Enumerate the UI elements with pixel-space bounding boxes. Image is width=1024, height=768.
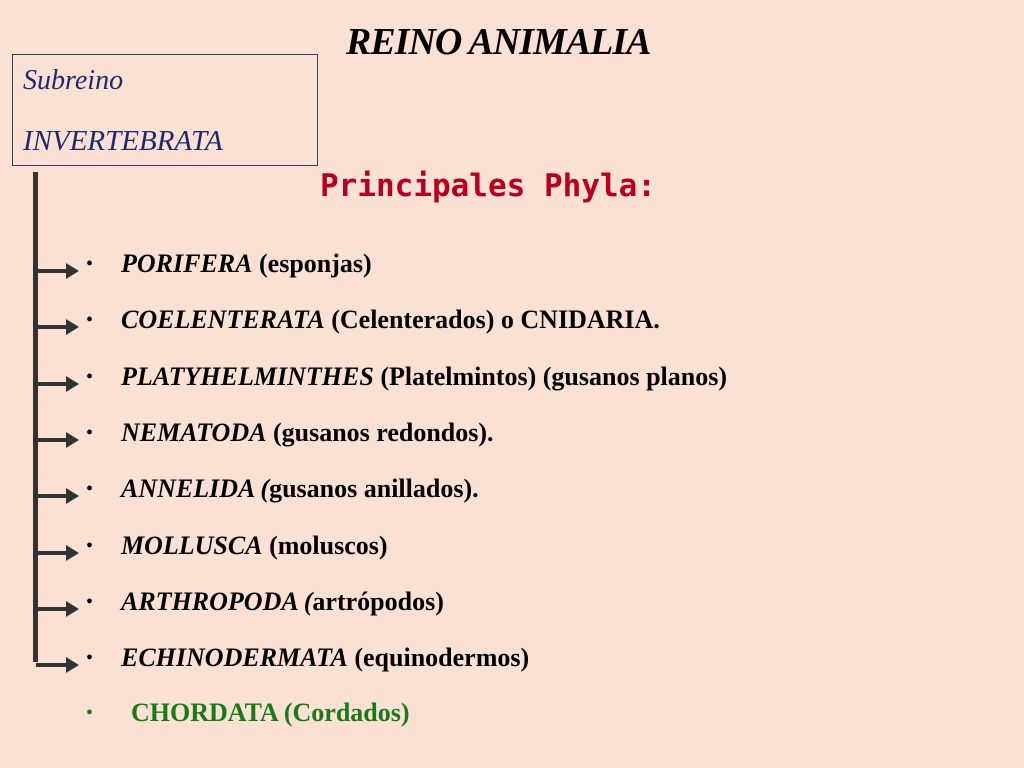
phylum-text — [121, 418, 494, 448]
phylum-common-name: artrópodos) — [312, 586, 444, 616]
right-arrow-icon — [36, 376, 80, 392]
phylum-text — [121, 362, 727, 392]
phylum-common-name: (Celenterados) o CNIDARIA. — [324, 305, 660, 335]
phylum-name: ARTHROPODA ( — [121, 586, 313, 616]
right-arrow-icon — [36, 432, 80, 448]
phylum-common-name: (equinodermos) — [347, 643, 530, 673]
list-item — [0, 531, 1000, 571]
list-item — [0, 418, 1000, 458]
phylum-name: MOLLUSCA — [121, 530, 263, 560]
bullet-icon: • — [86, 702, 94, 724]
phylum-name: COELENTERATA — [121, 305, 325, 335]
right-arrow-icon — [36, 319, 80, 335]
subreino-box — [12, 54, 318, 166]
phylum-common-name: (gusanos redondos). — [266, 417, 494, 447]
phylum-text — [121, 249, 372, 279]
phylum-name: ECHINODERMATA — [121, 643, 348, 673]
list-item-chordata — [0, 698, 1000, 738]
bullet-icon: • — [86, 421, 94, 444]
bullet-icon: • — [86, 478, 94, 501]
list-item — [0, 362, 1000, 402]
bullet-icon: • — [86, 534, 94, 557]
slide-subtitle: Principales Phyla: — [320, 168, 656, 204]
phylum-name: ANNELIDA ( — [121, 474, 270, 504]
chordata-text: CHORDATA (Cordados) — [131, 698, 410, 727]
phylum-text — [121, 305, 660, 335]
list-item — [0, 587, 1000, 627]
phylum-name: PLATYHELMINTHES — [121, 361, 374, 391]
list-item — [0, 643, 1000, 683]
phylum-text — [121, 643, 529, 673]
subreino-label: Subreino — [23, 65, 124, 96]
phylum-common-name: (esponjas) — [252, 249, 372, 278]
phylum-text — [121, 531, 388, 561]
right-arrow-icon — [36, 263, 80, 279]
list-item — [0, 305, 1000, 345]
phylum-name: PORIFERA — [121, 249, 253, 278]
right-arrow-icon — [36, 657, 80, 673]
bullet-icon: • — [86, 647, 94, 670]
bullet-icon: • — [86, 253, 94, 275]
phylum-text — [121, 474, 479, 504]
subreino-name: INVERTEBRATA — [23, 125, 223, 157]
list-item — [0, 474, 1000, 514]
bullet-icon: • — [86, 365, 94, 388]
slide-title: REINO ANIMALIA — [346, 21, 651, 63]
phylum-name: NEMATODA — [121, 417, 267, 447]
right-arrow-icon — [36, 545, 80, 561]
phylum-text — [121, 587, 444, 617]
phylum-common-name: (Platelmintos) (gusanos planos) — [373, 361, 728, 391]
bullet-icon: • — [86, 590, 94, 613]
phylum-common-name: (moluscos) — [262, 530, 388, 560]
right-arrow-icon — [36, 488, 80, 504]
list-item — [0, 249, 1000, 289]
phylum-common-name: gusanos anillados). — [269, 474, 479, 504]
bullet-icon: • — [86, 309, 94, 332]
right-arrow-icon — [36, 601, 80, 617]
